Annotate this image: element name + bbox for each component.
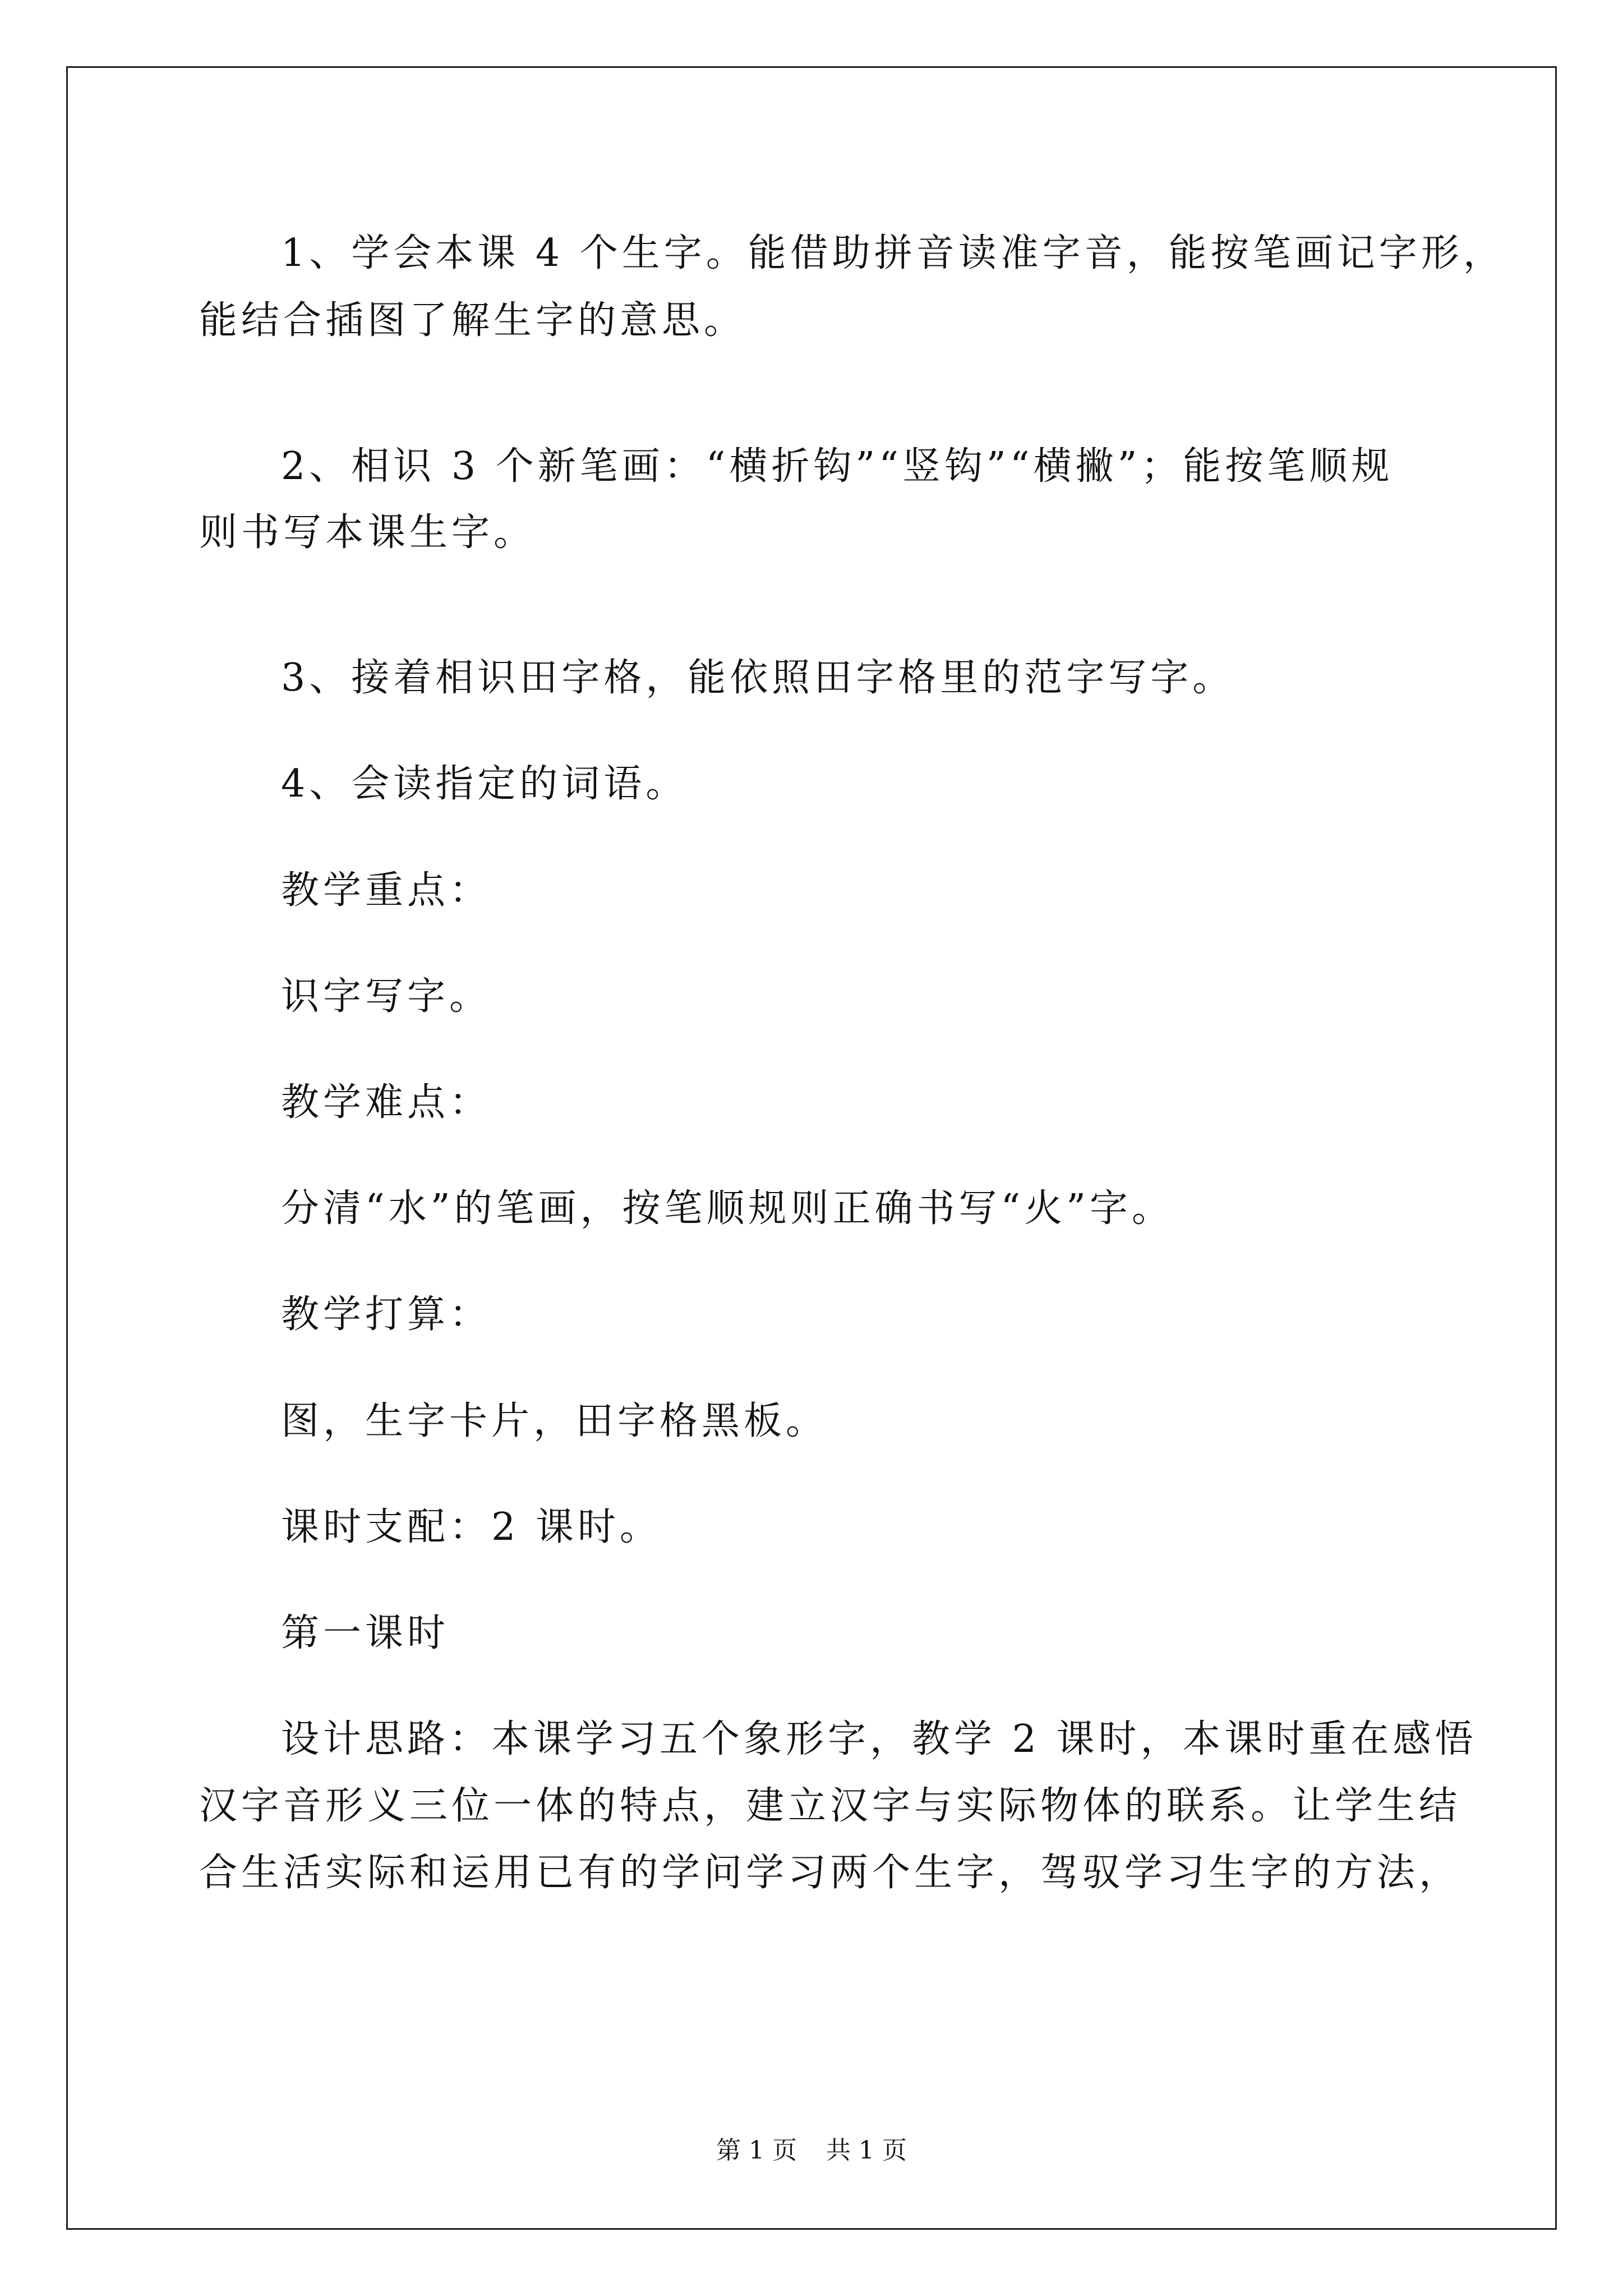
text-line: 能结合插图了解生字的意思。	[199, 298, 746, 343]
page-total: 共 1 页	[826, 2136, 907, 2165]
text-line: 合生活实际和运用已有的学问学习两个生字，驾驭学习生字的方法，	[199, 1851, 1461, 1895]
text-line: 则书写本课生字。	[199, 510, 536, 555]
text-line: 识字写字。	[281, 974, 492, 1019]
text-line: 4、会读指定的词语。	[281, 762, 688, 806]
text-line: 图，生字卡片，田字格黑板。	[281, 1399, 828, 1443]
section-heading: 教学打算：	[281, 1292, 492, 1337]
text-line: 汉字音形义三位一体的特点，建立汉字与实际物体的联系。让学生结	[199, 1784, 1461, 1828]
page-number: 第 1 页	[716, 2136, 797, 2165]
text-line: 2、相识 3 个新笔画：“横折钩”“竖钩”“横撇”；能按笔顺规	[281, 444, 1394, 489]
page-border	[66, 66, 1557, 2230]
text-line: 3、接着相识田字格，能依照田字格里的范字写字。	[281, 656, 1235, 700]
text-line: 1、学会本课 4 个生字。能借助拼音读准字音，能按笔画记字形，	[281, 231, 1505, 275]
section-heading: 教学重点：	[281, 868, 492, 913]
page-footer	[0, 2138, 1623, 2163]
section-heading: 教学难点：	[281, 1080, 492, 1125]
section-heading: 第一课时	[281, 1611, 450, 1655]
text-line: 分清“水”的笔画，按笔顺规则正确书写“火”字。	[281, 1186, 1174, 1231]
text-line: 课时支配：2 课时。	[281, 1505, 662, 1549]
text-line: 设计思路：本课学习五个象形字，教学 2 课时，本课时重在感悟	[281, 1717, 1477, 1761]
